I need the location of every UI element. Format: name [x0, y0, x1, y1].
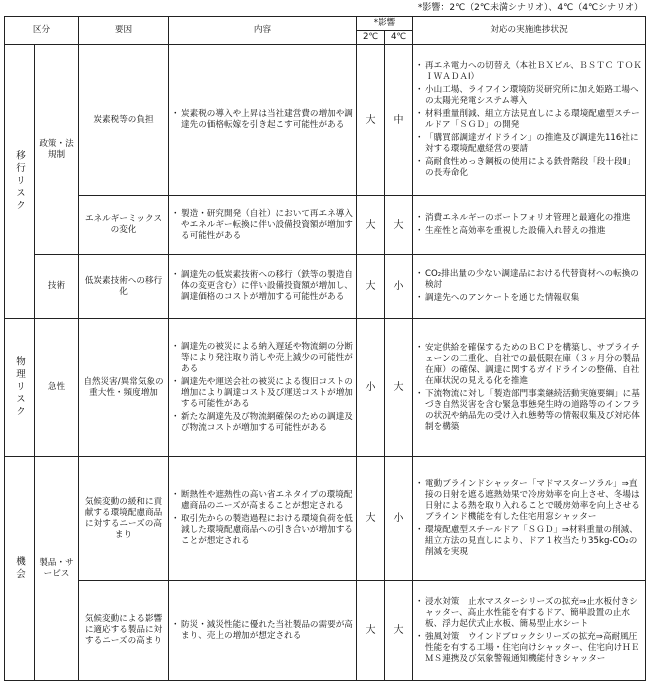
status-cell — [413, 45, 646, 196]
impact-4c: 中 — [385, 45, 413, 196]
subgroup-products: 製品・サービス — [35, 457, 79, 681]
status-item: ・ 高耐食性めっき鋼板の使用による鉄骨階段「段十段Ⅱ」の長寿命化 — [416, 157, 642, 179]
impact-2c: 大 — [357, 255, 385, 319]
content-item: ・ 調達先や運送会社の被災による復旧コストの増加により調達コスト及び運送コストが増加する可能性がある — [172, 377, 353, 410]
subgroup-tech: 技術 — [35, 255, 79, 319]
content-item: ・ 防災・減災性能に優れた当社製品の需要が高まり、売上の増加が想定される — [172, 620, 353, 642]
status-cell — [413, 255, 646, 319]
content-item: ・ 取引先からの製造過程における環境負荷を低減した環境配慮商品への引き合いが増加することが想定される — [172, 514, 353, 547]
group-opportunity: 機会 — [5, 457, 35, 681]
factor-cell: 自然災害/異常気象の重大性・頻度増加 — [79, 319, 169, 457]
impact-4c: 大 — [385, 319, 413, 457]
subgroup-policy: 政策・法規制 — [35, 45, 79, 255]
status-cell — [413, 457, 646, 581]
status-item: ・ 浸水対策 止水マスターシリーズの拡充⇒止水板付きシャッター、高止水性能を有するドア、簡単設置の止水板、浮力起伏式止水板、簡易型止水シート — [416, 597, 642, 630]
content-item: ・ 断熱性や遮熱性の高い省エネタイプの環境配慮商品のニーズが高まることが想定される — [172, 490, 353, 512]
status-item: ・ 安定供給を確保するためのＢＣＰを構築し、サプライチェーンの二重化、自社での最低限在庫（３ヶ月分の製品在庫）の確保、調達に関するガイドラインの整備、自社在庫状況の見える化を推進 — [416, 343, 642, 387]
status-item: ・ 「購買部調達ガイドライン」の推進及び調達先116社に対する環境配慮経営の要請 — [416, 133, 642, 155]
content-cell — [169, 581, 357, 681]
content-cell — [169, 45, 357, 196]
header-factor: 要因 — [79, 17, 169, 45]
status-item: ・ 調達先へのアンケートを通じた情報収集 — [416, 293, 642, 304]
status-item: ・ 環境配慮型スチールドア「ＳＧＤ」⇒材料重量の削減、組立方法の見直しにより、ドア１枚当たり35kg-CO₂の削減を実現 — [416, 525, 642, 558]
content-item: ・ 新たな調達先及び物流網確保のための調達及び物流コストが増加する可能性がある — [172, 412, 353, 434]
header-2c: 2℃ — [357, 31, 385, 45]
header-row-1 — [5, 17, 646, 31]
impact-4c: 大 — [385, 196, 413, 255]
status-item: ・ 材料重量削減、組立方法見直しによる環境配慮型スチールドア「ＳＧＤ」の開発 — [416, 109, 642, 131]
header-category: 区分 — [5, 17, 79, 45]
group-physical: 物理リスク — [5, 319, 35, 457]
header-4c: 4℃ — [385, 31, 413, 45]
table-row — [5, 457, 646, 581]
factor-cell: 低炭素技術への移行化 — [79, 255, 169, 319]
impact-4c: 小 — [385, 457, 413, 581]
impact-2c: 大 — [357, 581, 385, 681]
content-item: ・ 調達先の被災による納入遅延や物流網の分断等により発注取り消しや売上減少の可能性がある — [172, 342, 353, 375]
content-item: ・ 炭素税の導入や上昇は当社建営費の増加や調達先の価格転嫁を引き起こす可能性がある — [172, 109, 353, 131]
content-cell — [169, 255, 357, 319]
status-item: ・ 下流物流に対し「製造部門事業継続活動実施要綱」に基づき自然災害を含む緊急事態発生時の道路等のインフラの状況や納品先の受け入れ態勢等の情報収集及び対応体制を構築 — [416, 389, 642, 433]
content-item: ・ 調達先の低炭素技術への移行（鉄等の製造自体の変更含む）に伴い設備投資額が増加し、調達価格のコストが増加する可能性がある — [172, 270, 353, 303]
status-item: ・ 再エネ電力への切替え（本社ＢＸビル、ＢＳＴＣ ＴＯＫＩＷＡＤＡⅠ） — [416, 61, 642, 83]
status-item: ・ 生産性と高効率を重視した設備入れ替えの推進 — [416, 226, 642, 237]
header-impact: *影響 — [357, 17, 413, 31]
status-item: ・ CO₂排出量の少ない調達品における代替資材への転換の検討 — [416, 269, 642, 291]
factor-cell: 気候変動の緩和に貢献する環境配慮商品に対するニーズの高まり — [79, 457, 169, 581]
impact-2c: 大 — [357, 45, 385, 196]
status-item: ・ 強風対策 ウインドブロックシリーズの拡充⇒高耐風圧性能を有する工場・住宅向けシャッター、住宅向けＨＥＭＳ連携及び気象警報通知機能付きシャッター — [416, 632, 642, 665]
content-item: ・ 製造・研究開発（自社）において再エネ導入やエネルギー転換に伴い設備投資額が増加する可能性がある — [172, 209, 353, 242]
status-item: ・ 消費エネルギーのポートフォリオ管理と最適化の推進 — [416, 213, 642, 224]
impact-2c: 小 — [357, 319, 385, 457]
header-status: 対応の実施進捗状況 — [413, 17, 646, 45]
header-content: 内容 — [169, 17, 357, 45]
table-row — [5, 581, 646, 681]
status-cell — [413, 319, 646, 457]
content-cell — [169, 196, 357, 255]
impact-note: *影響：2℃（2℃未満シナリオ）、4℃（4℃シナリオ） — [417, 3, 643, 13]
subgroup-acute: 急性 — [35, 319, 79, 457]
factor-cell: 炭素税等の負担 — [79, 45, 169, 196]
status-cell — [413, 581, 646, 681]
factor-cell: エネルギーミックスの変化 — [79, 196, 169, 255]
status-item: ・ 電動ブラインドシャッター「マドマスターソラル」⇒直接の日射を遮る遮熱効果で冷房効率を向上させ、冬場は日射による熱を取り入れることで暖房効率を向上させるブラインド機能を有した住宅用窓シャッター — [416, 479, 642, 523]
status-item: ・ 小山工場、ライフイン環境防災研究所に加え姫路工場への太陽光発電システム導入 — [416, 85, 642, 107]
impact-2c: 大 — [357, 457, 385, 581]
climate-risk-table — [4, 16, 646, 681]
group-transition: 移行リスク — [5, 45, 35, 319]
table-row — [5, 255, 646, 319]
content-cell — [169, 457, 357, 581]
table-row — [5, 45, 646, 196]
table-row — [5, 319, 646, 457]
impact-4c: 大 — [385, 581, 413, 681]
impact-4c: 小 — [385, 255, 413, 319]
impact-2c: 大 — [357, 196, 385, 255]
factor-cell: 気候変動による影響に適応する製品に対するニーズの高まり — [79, 581, 169, 681]
table-row — [5, 196, 646, 255]
content-cell — [169, 319, 357, 457]
status-cell — [413, 196, 646, 255]
